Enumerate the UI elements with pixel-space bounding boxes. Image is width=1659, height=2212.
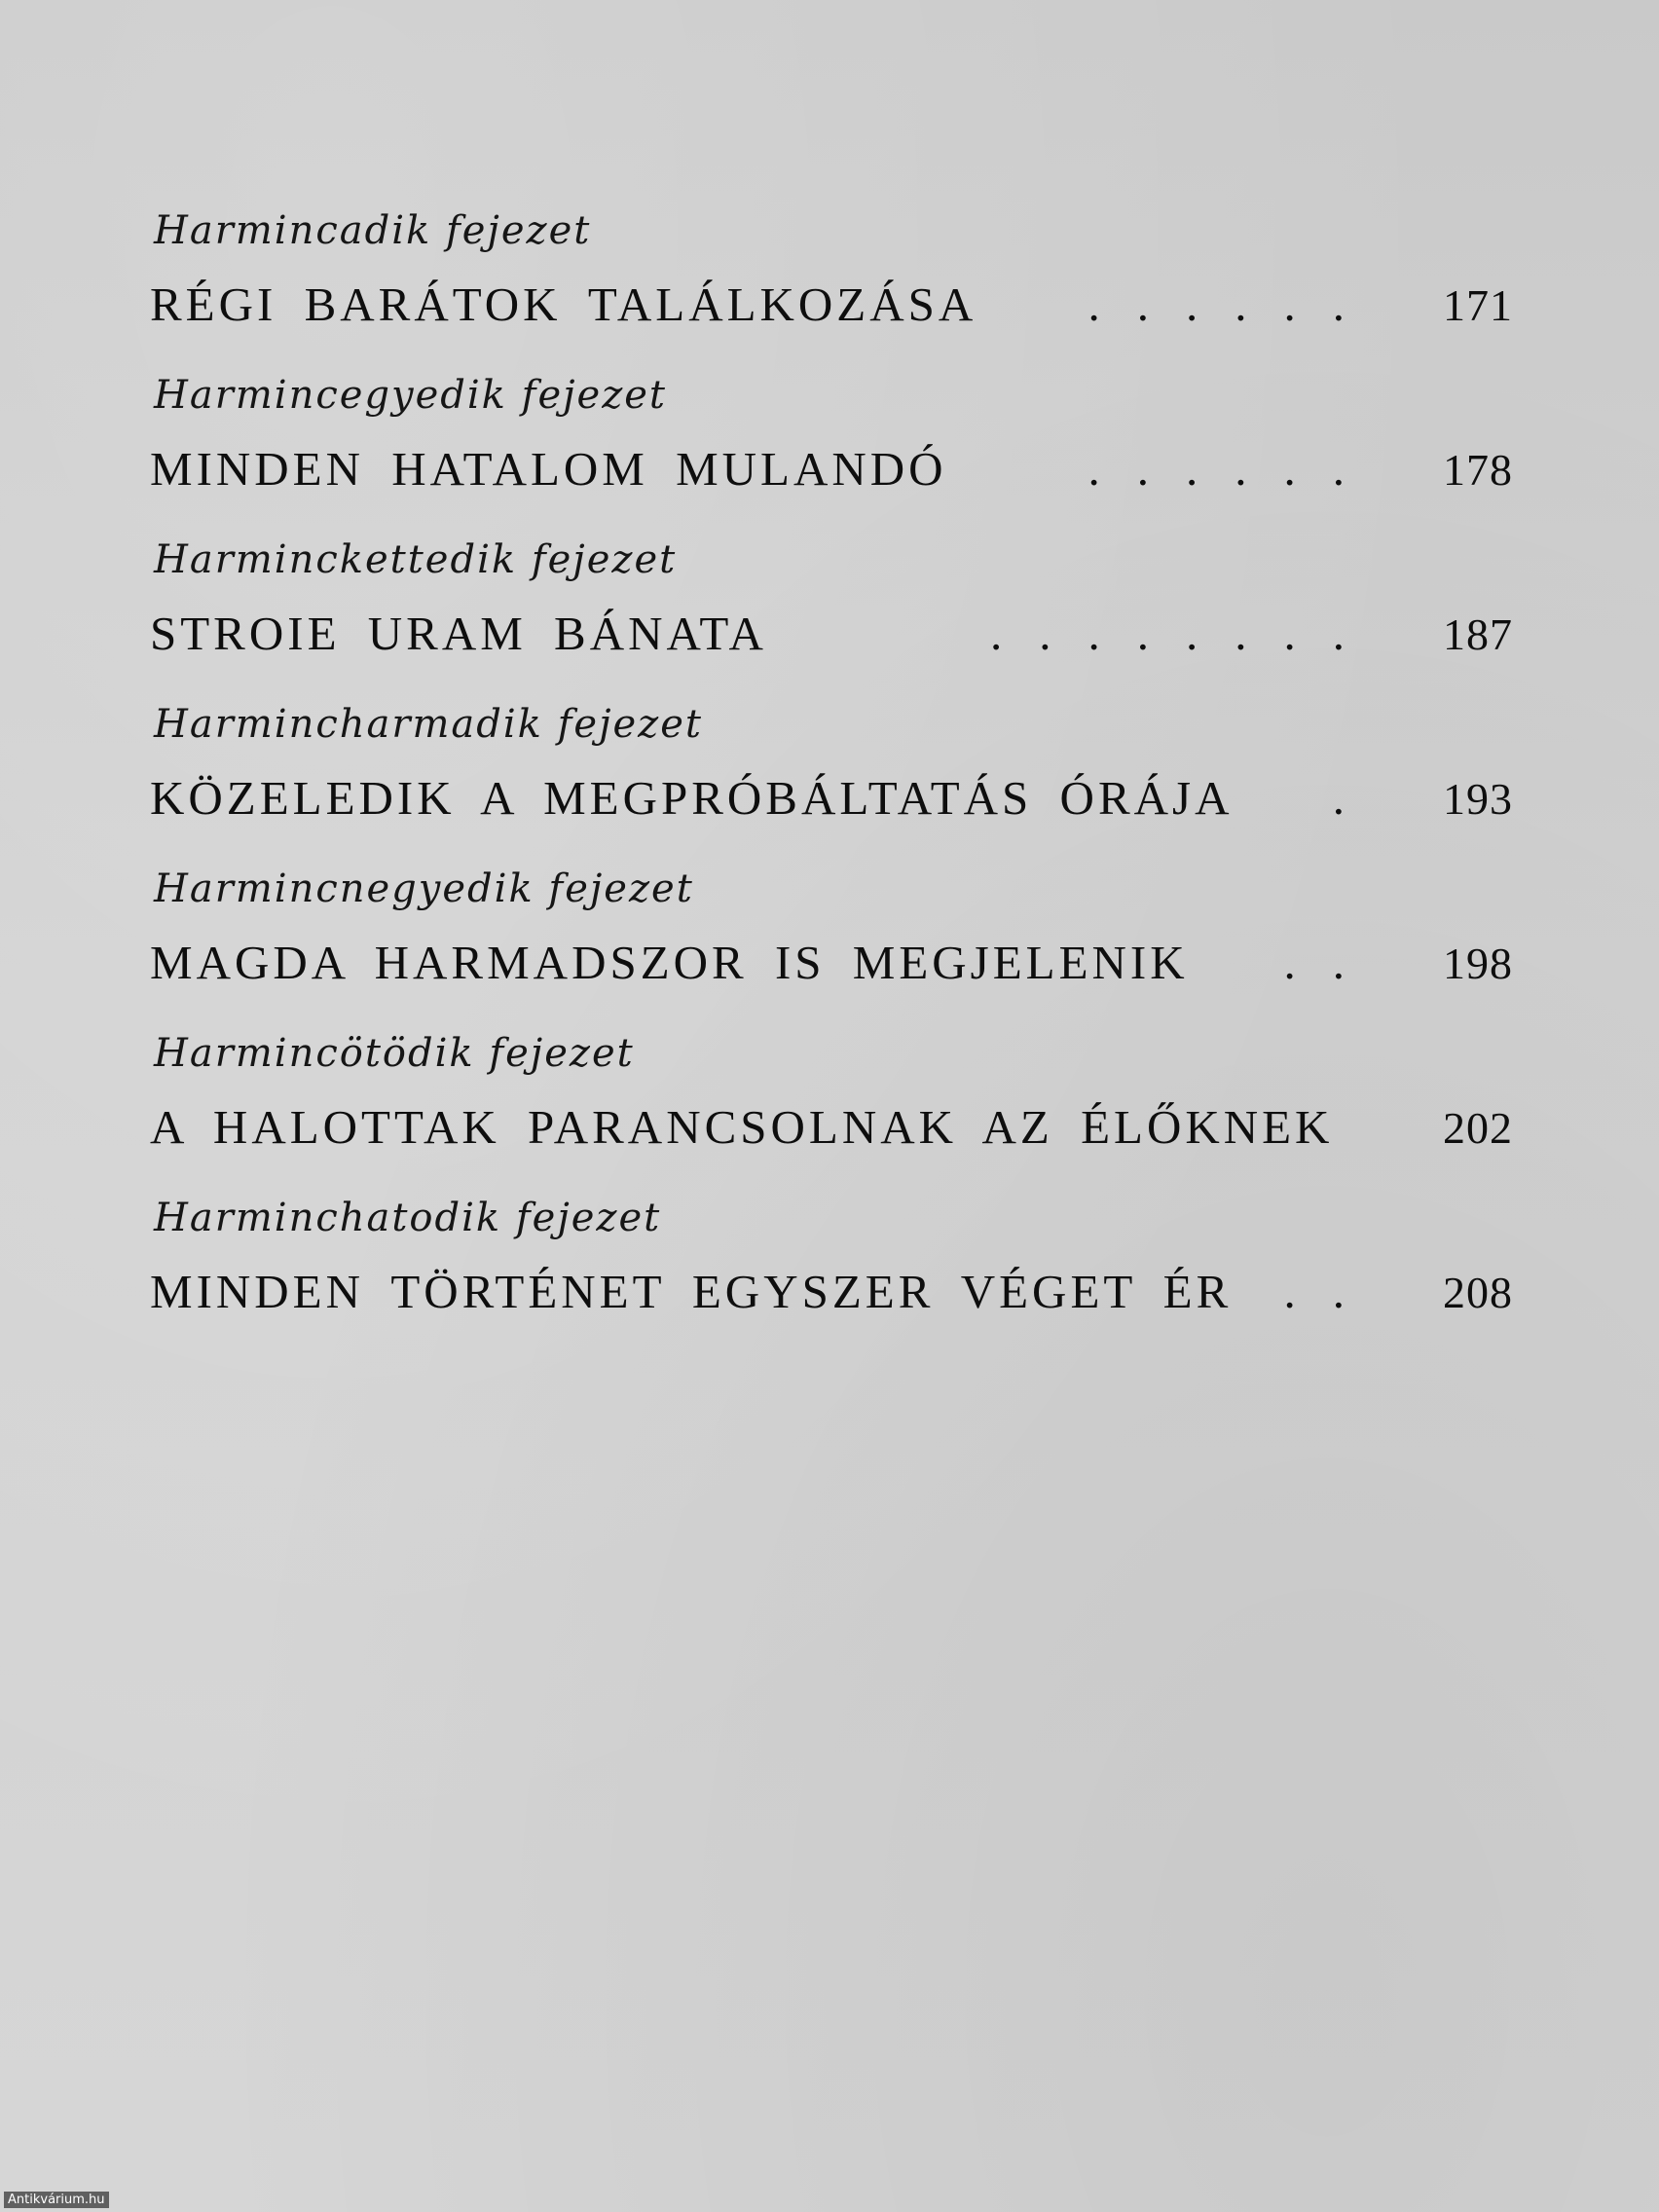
page-number: 198 xyxy=(1443,939,1513,988)
page-number: 187 xyxy=(1443,609,1513,659)
toc-title-line xyxy=(150,606,1513,664)
page-number: 178 xyxy=(1443,445,1513,495)
toc-title-line xyxy=(150,1099,1513,1158)
table-of-contents xyxy=(150,208,1513,1360)
toc-title-line xyxy=(150,1264,1513,1322)
chapter-label: Harminchatodik fejezet xyxy=(154,1196,662,1240)
toc-entry xyxy=(150,208,1513,373)
toc-entry xyxy=(150,1196,1513,1360)
toc-entry xyxy=(150,866,1513,1031)
page-number: 193 xyxy=(1443,774,1513,824)
dot-leader: ........ xyxy=(990,607,1382,660)
site-watermark: Antikvárium.hu xyxy=(4,2192,109,2208)
chapter-title: A HALOTTAK PARANCSOLNAK AZ ÉLŐKNEK xyxy=(150,1100,1334,1154)
chapter-label: Harminckettedik fejezet xyxy=(154,537,678,582)
toc-entry xyxy=(150,1031,1513,1196)
toc-entry xyxy=(150,537,1513,702)
chapter-label: Harmincadik fejezet xyxy=(154,208,592,253)
toc-entry xyxy=(150,702,1513,866)
chapter-title: MINDEN TÖRTÉNET EGYSZER VÉGET ÉR xyxy=(150,1265,1233,1318)
chapter-title: MAGDA HARMADSZOR IS MEGJELENIK xyxy=(150,936,1189,989)
chapter-label: Harmincnegyedik fejezet xyxy=(154,866,694,911)
chapter-title: MINDEN HATALOM MULANDÓ xyxy=(150,442,947,496)
chapter-label: Harmincötödik fejezet xyxy=(154,1031,635,1076)
dot-leader: . xyxy=(1332,771,1382,825)
chapter-label: Harmincharmadik fejezet xyxy=(154,702,703,747)
toc-title-line xyxy=(150,935,1513,993)
dot-leader: .. xyxy=(1283,1265,1382,1318)
toc-title-line xyxy=(150,276,1513,335)
toc-title-line xyxy=(150,441,1513,499)
dot-leader: ...... xyxy=(1088,277,1382,331)
chapter-title: STROIE URAM BÁNATA xyxy=(150,607,767,660)
toc-title-line xyxy=(150,770,1513,829)
chapter-label: Harmincegyedik fejezet xyxy=(154,373,668,418)
dot-leader: .. xyxy=(1283,936,1382,989)
page-number: 208 xyxy=(1443,1268,1513,1317)
page-number: 202 xyxy=(1443,1103,1513,1153)
chapter-title: KÖZELEDIK A MEGPRÓBÁLTATÁS ÓRÁJA xyxy=(150,771,1234,825)
dot-leader: ...... xyxy=(1088,442,1382,496)
chapter-title: RÉGI BARÁTOK TALÁLKOZÁSA xyxy=(150,277,977,331)
page-number: 171 xyxy=(1443,280,1513,330)
toc-entry xyxy=(150,373,1513,537)
